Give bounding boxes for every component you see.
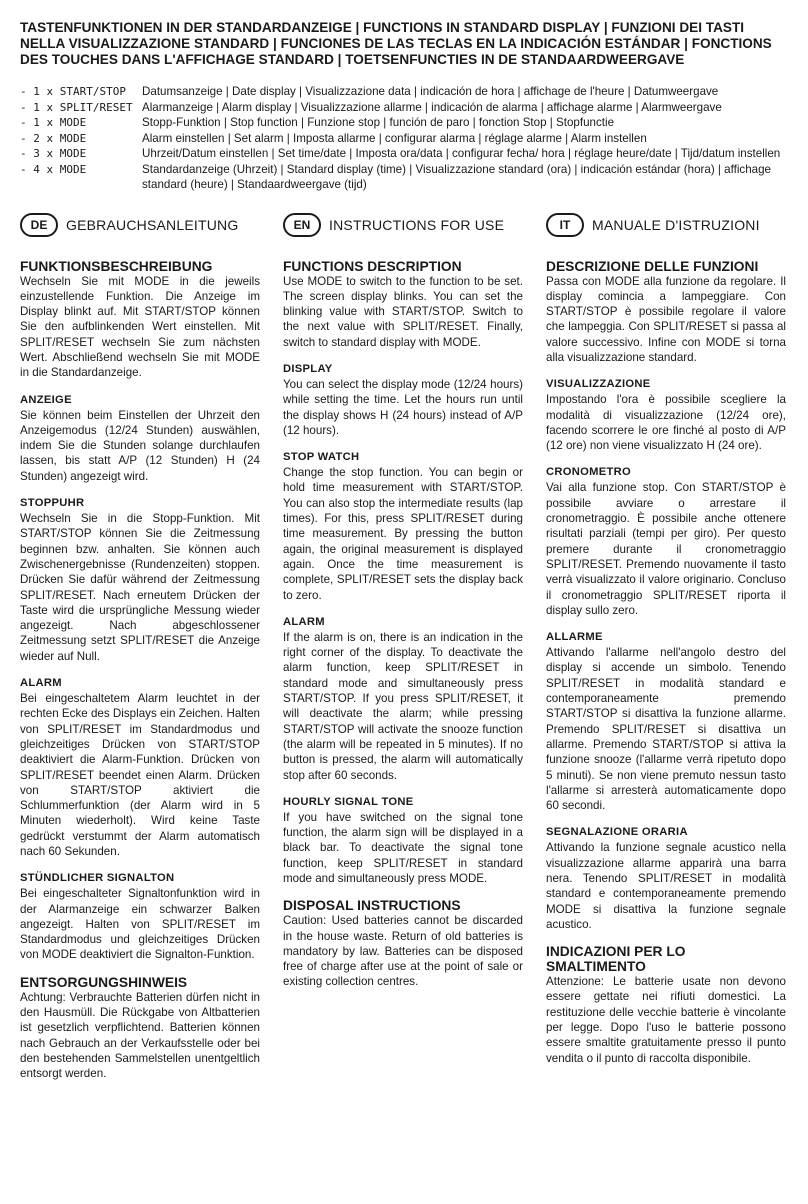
section-heading: DISPLAY [283, 362, 333, 375]
function-key: - 1 x START/STOP [20, 85, 126, 98]
function-row [20, 84, 786, 100]
section-text: Wechseln Sie in die Stopp-Funktion. Mit START/STOP können Sie die Zeitmessung beginnen bzw. anhalten. Sie können auch Zwischenergebnisse (Rundenzeiten) stoppen. Drücken Sie dafür während der Zeitmessung SPLIT/RESET. Nach erneutem Drücken der Taste wird die ursprüngliche Messung wieder angezeigt. Nach abgeschlossener Zeitmessung setzt SPLIT/RESET die Anzeige wieder auf Null. [20, 512, 260, 663]
function-key: - 2 x MODE [20, 131, 87, 145]
section-text: Bei eingeschaltetem Alarm leuchtet in der rechten Ecke des Displays ein Zeichen. Halten von SPLIT/RESET im Standardmodus und gleichzeitiges Drücken von START/STOP deaktiviert die Alarm-Funktion. Drücken von SPLIT/RESET beendet einen Alarm. Drücken von START/STOP aktiviert die Schlummerfunktion (der Alarm wird in 5 Minuten wiederholt). Wird keine Taste gedrückt verstummt der Alarm automatisch nach 60 Sekunden. [20, 692, 260, 858]
section-text: Attivando la funzione segnale acustico nella visualizzazione allarme apparirà una barra nera. Tenendo SPLIT/RESET in modalità standard e contemporaneamente premendo MODE si disattiva la funzione segnale acustico. [546, 841, 786, 931]
section-text: Attivando l'allarme nell'angolo destro del display si accende un simbolo. Tenendo SPLIT/RESET in modalità standard e contemporaneamente premendo START/STOP si disattiva la funzione allarme. Premendo SPLIT/RESET si disattiva un allarme. Premendo START/STOP si attiva la funzione snooze (l'allarme verrà ripetuto dopo 5 minuti). Se non viene premuto nessun tasto l'allarme si arresterà automaticamente dopo 60 secondi. [546, 646, 786, 813]
function-description: Stopp-Funktion | Stop function | Funzione stop | función de paro | fonction Stop | Stopfunctie [142, 116, 615, 129]
section-text: Change the stop function. You can begin or hold time measurement with START/STOP. You can also stop the intermediate results (lap times). For this, press SPLIT/RESET during time measurement. By pressing the button again, the original measurement is displayed again. Once the time measurement is complete, SPLIT/RESET sets the display back to zero. [283, 466, 523, 602]
language-title-de: GEBRAUCHSANLEITUNG [66, 216, 239, 233]
function-row [20, 162, 786, 193]
language-badge-de: DE [20, 213, 58, 237]
language-header-en [283, 213, 523, 237]
disposal-heading: INDICAZIONI PER LO SMALTIMENTO [546, 944, 686, 975]
page-title: TASTENFUNKTIONEN IN DER STANDARDANZEIGE | FUNCTIONS IN STANDARD DISPLAY | FUNZIONI DEI TASTI NELLA VISUALIZZAZIONE STANDARD | FUNCIONES DE LAS TECLAS EN LA INDICACIÓN ESTÁNDAR | FONCTIONS DES TOUCHES DANS L'AFFICHAGE STANDARD | TOETSENFUNCTIES IN DE STANDAARDWEERGAVE [20, 20, 772, 67]
section-text: Bei eingeschalteter Signaltonfunktion wird in der Alarmanzeige ein schwarzer Balken angezeigt. Halten von SPLIT/RESET im Standardmodus und gleichzeitiges Drücken von MODE deaktiviert die Signalton-Funktion. [20, 887, 260, 962]
function-description: Alarmanzeige | Alarm display | Visualizzazione allarme | indicación de alarma | affichage alarme | Alarmweergave [142, 100, 722, 114]
language-header-it [546, 213, 786, 237]
section-text: If you have switched on the signal tone function, the alarm sign will be displayed in a black bar. To deactivate the signal tone function, keep SPLIT/RESET in standard mode and simultaneously press MODE. [283, 810, 523, 885]
language-badge-it: IT [546, 213, 584, 237]
language-header-de [20, 213, 260, 237]
section-heading: ANZEIGE [20, 393, 72, 406]
function-description: Alarm einstellen | Set alarm | Imposta allarme | configurar alarma | réglage alarme | Alarm instellen [142, 131, 647, 145]
column-de [20, 213, 260, 1082]
function-row [20, 146, 786, 162]
disposal-heading: DISPOSAL INSTRUCTIONS [283, 898, 461, 914]
language-title-en: INSTRUCTIONS FOR USE [329, 216, 505, 233]
section-text: Sie können beim Einstellen der Uhrzeit den Anzeigemodus (12/24 Stunden) auswählen, indem Sie die Stunden solange durchlaufen lassen, bis statt A/P (12 Stunden) H (24 Stunden) angezeigt wird. [20, 408, 260, 483]
disposal-heading: ENTSORGUNGSHINWEIS [20, 974, 188, 990]
section-heading: ALARM [283, 615, 325, 628]
section-text: Passa con MODE alla funzione da regolare. Il display comincia a lampeggiare. Con START/STOP è possibile regolare il valore che lampeggia. Con SPLIT/RESET si passa al valore successivo. Infine con MODE si torna alla visualizzazione standard. [546, 274, 786, 364]
section-heading: FUNKTIONSBESCHREIBUNG [20, 258, 213, 274]
section-heading: STOP WATCH [283, 451, 360, 464]
function-key: - 3 x MODE [20, 147, 87, 160]
function-description: Datumsanzeige | Date display | Visualizzazione data | indicación de hora | affichage de l'heure | Datumweergave [142, 85, 719, 98]
column-it [546, 213, 786, 1082]
function-description: Standardanzeige (Uhrzeit) | Standard display (time) | Visualizzazione standard (ora) | indicación estándar (hora) | affichage standard (heure) | Standaardweergave (tijd) [142, 162, 771, 191]
function-row [20, 115, 786, 131]
function-key: - 1 x SPLIT/RESET [20, 100, 133, 114]
function-row [20, 131, 786, 147]
section-heading: ALLARME [546, 631, 603, 644]
section-heading: ALARM [20, 677, 62, 690]
function-key: - 1 x MODE [20, 116, 87, 129]
section-heading: FUNCTIONS DESCRIPTION [283, 258, 462, 274]
language-title-it: MANUALE D'ISTRUZIONI [592, 216, 760, 233]
section-text: You can select the display mode (12/24 hours) while setting the time. Let the hours run until the display shows H (24 hours) instead of A/P (12 hours). [283, 377, 523, 437]
language-badge-en: EN [283, 213, 321, 237]
section-heading: SEGNALAZIONE ORARIA [546, 826, 688, 839]
language-columns [20, 213, 786, 1082]
column-en [283, 213, 523, 1082]
function-description: Uhrzeit/Datum einstellen | Set time/date | Imposta ora/data | configurar fecha/ hora | réglage heure/date | Tijd/datum instellen [142, 147, 781, 160]
disposal-text: Attenzione: Le batterie usate non devono essere gettate nei rifiuti domestici. La restituzione delle vecchie batterie è vincolante per legge. Dopo l'uso le batterie possono essere smaltite gratuitamente presso il punto vendita o il punto di raccolta disponibile. [546, 975, 786, 1065]
section-heading: HOURLY SIGNAL TONE [283, 795, 414, 808]
disposal-text: Caution: Used batteries cannot be discarded in the house waste. Return of old batteries is mandatory by law. Batteries can be disposed free of charge after use at the point of sale or existing collection centres. [283, 914, 523, 989]
section-text: Use MODE to switch to the function to be set. The screen display blinks. You can set the blinking value with START/STOP. Switch to the next value with SPLIT/RESET. Finally, switch to standard display with MODE. [283, 274, 523, 349]
section-heading: VISUALIZZAZIONE [546, 378, 651, 391]
key-functions-table [20, 84, 786, 193]
function-row [20, 100, 786, 116]
section-heading: DESCRIZIONE DELLE FUNZIONI [546, 258, 759, 274]
section-text: If the alarm is on, there is an indication in the right corner of the display. To deactivate the alarm function, keep SPLIT/RESET in standard mode and simultaneously press START/STOP. If you press SPLIT/RESET, it will deactivate the alarm; while pressing START/STOP will activate the snooze function (the alarm will be repeated in 5 minutes). If no button is pressed, the alarm will automatically stop after 60 seconds. [283, 630, 523, 782]
section-text: Vai alla funzione stop. Con START/STOP è possibile avviare o arrestare il cronometraggio. È possibile anche ottenere risultati parziali (tempi per giro). Per questo premere durante il cronometraggio SPLIT/RESET. Premendo nuovamente il tasto verrà visualizzato il valore originario. Concluso il cronometraggio SPLIT/RESET riporta il display sullo zero. [546, 481, 786, 617]
section-text: Impostando l'ora è possibile scegliere la modalità di visualizzazione (12/24 ore), facendo scorrere le ore finché al posto di A/P (12 ore) non viene visualizzato H (24 ore). [546, 393, 786, 453]
section-heading: CRONOMETRO [546, 466, 632, 479]
section-heading: STÜNDLICHER SIGNALTON [20, 872, 175, 885]
function-key: - 4 x MODE [20, 162, 87, 176]
section-heading: STOPPUHR [20, 497, 85, 510]
section-text: Wechseln Sie mit MODE in die jeweils einzustellende Funktion. Die Anzeige im Display blinkt auf. Mit START/STOP können Sie den aufblinkenden Wert einstellen. Mit SPLIT/RESET wechseln Sie zum nächsten Wert. Abschließend wechseln Sie mit MODE in die Standardanzeige. [20, 274, 260, 380]
disposal-text: Achtung: Verbrauchte Batterien dürfen nicht in den Hausmüll. Die Rückgabe von Altbatterien ist gesetzlich verpflichtend. Batterien können nach Gebrauch an der Verkaufsstelle oder bei den bestehenden Sammelstellen unentgeltlich entsorgt werden. [20, 990, 260, 1081]
